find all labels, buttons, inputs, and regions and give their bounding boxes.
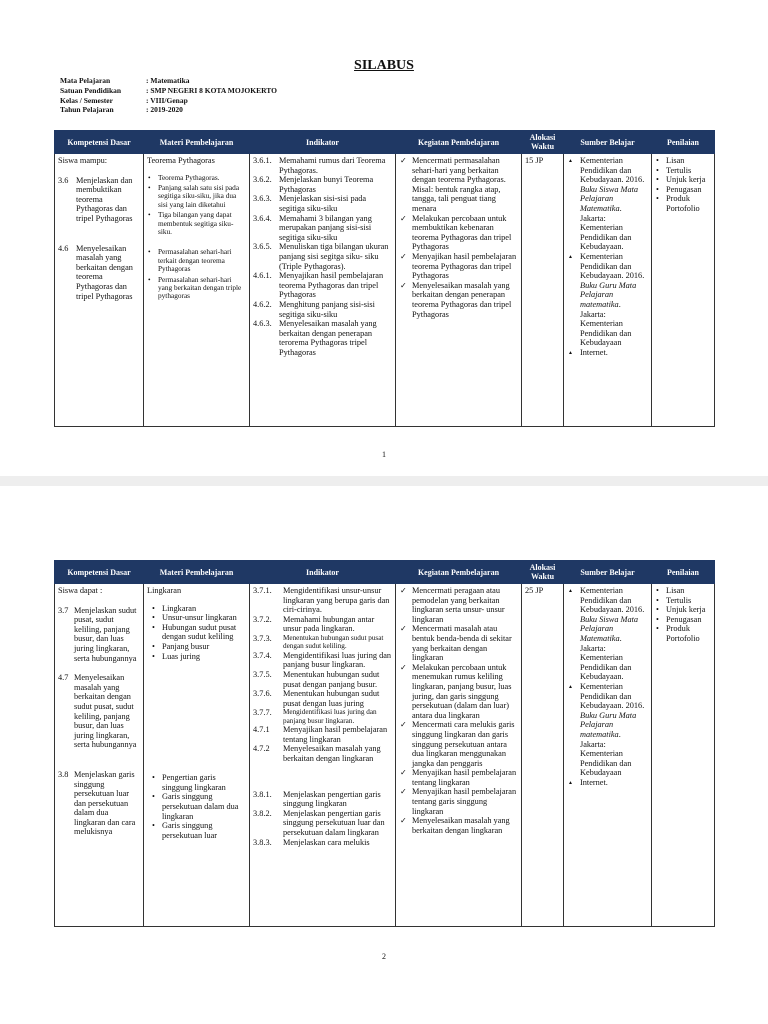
header-kompetensi-dasar: Kompetensi Dasar bbox=[55, 131, 144, 154]
header-sumber: Sumber Belajar bbox=[564, 131, 652, 154]
sumber-text: Kementerian Pendidikan dan Kebudayaan. 2016. bbox=[580, 156, 645, 185]
list-item bbox=[253, 214, 392, 243]
list-item: • Penugasan bbox=[655, 185, 711, 195]
list-item: ✓ Menyajikan hasil pembelajaran tentang garis singgung lingkaran bbox=[399, 787, 518, 816]
indikator-text: Menjelaskan pengertian garis singgung persekutuan luar dan persekutuan dalam lingkaran bbox=[283, 808, 385, 837]
list-item bbox=[253, 838, 392, 848]
indikator-text: Menjelaskan bunyi Teorema Pythagoras bbox=[279, 175, 374, 194]
cell-alokasi: 15 JP bbox=[522, 154, 564, 427]
kd-number: 3.7 bbox=[58, 605, 69, 615]
materi-list bbox=[147, 248, 246, 300]
indikator-number: 3.6.4. bbox=[253, 213, 272, 223]
list-item: • Produk Portofolio bbox=[655, 624, 711, 643]
indikator-text: Mengidentifikasi luas juring dan panjang busur lingkaran. bbox=[283, 650, 392, 670]
penilaian-list bbox=[655, 586, 711, 644]
kd-intro: Siswa dapat : bbox=[58, 586, 103, 595]
sumber-title: Buku Guru Mata Pelajaran matematika bbox=[580, 710, 637, 739]
page-number: 2 bbox=[382, 952, 386, 961]
list-item bbox=[253, 809, 392, 838]
list-item: ✓ Menyajikan hasil pembelajaran teorema Pythagoras dan tripel Pythagoras bbox=[399, 252, 518, 281]
list-item: ✓ Menyelesaikan masalah yang berkaitan dengan lingkaran bbox=[399, 816, 518, 835]
indikator-text: Menyajikan hasil pembelajaran tentang lingkaran bbox=[283, 725, 388, 744]
list-item: • Unjuk kerja bbox=[655, 175, 711, 185]
list-item: • Unsur-unsur lingkaran bbox=[151, 613, 246, 623]
indikator-list bbox=[253, 790, 392, 848]
list-item bbox=[253, 689, 392, 708]
indikator-number: 3.8.1. bbox=[253, 789, 272, 799]
indikator-number: 3.7.4. bbox=[253, 650, 272, 660]
indikator-text: Menuliskan tiga bilangan ukuran panjang sisi segitga siku- siku (Triple Pythagoras). bbox=[279, 242, 389, 271]
header-sumber: Sumber Belajar bbox=[564, 561, 652, 584]
list-item bbox=[567, 156, 648, 252]
list-item: • Permasalahan sehari-hari terkait dengan teorema Pythagoras bbox=[147, 248, 246, 273]
cell-materi bbox=[144, 154, 250, 427]
list-item bbox=[253, 790, 392, 809]
list-item: ✓ Melakukan percobaan untuk membuktikan kebenaran teorema Pythagoras dan tripel Pythagoras bbox=[399, 214, 518, 252]
kd-text: Menyelesaikan masalah yang berkaitan dengan sudut pusat, sudut keliling, panjang busur, dan luas juring lingkaran, serta hubungannya bbox=[74, 673, 137, 750]
indikator-text: Menyajikan hasil pembelajaran teorema Pythagoras dan tripel Pythagoras bbox=[279, 271, 384, 300]
syllabus-table bbox=[54, 130, 715, 427]
indikator-text: Mengidentifikasi unsur-unsur lingkaran yang berupa garis dan ciri-cirinya. bbox=[283, 586, 390, 615]
list-item bbox=[253, 670, 392, 689]
indikator-number: 4.6.1. bbox=[253, 271, 272, 281]
syllabus-table bbox=[54, 560, 715, 927]
list-item bbox=[253, 708, 392, 725]
info-row bbox=[60, 105, 277, 115]
indikator-text: Memahami rumus dari Teorema Pythagoras. bbox=[279, 156, 386, 175]
indikator-text: Menyelesaikan masalah yang berkaitan dengan penerapan terorema Pythagoras tripel Pythagoras bbox=[279, 319, 377, 357]
sumber-text: Kementerian Pendidikan dan Kebudayaan. 2016. bbox=[580, 586, 645, 615]
kd-text: Menjelaskan garis singgung persekutuan luar dan persekutuan dalam dua lingkaran dan cara melukisnya bbox=[74, 769, 136, 837]
list-item bbox=[567, 586, 648, 682]
info-row bbox=[60, 96, 277, 106]
indikator-text: Menjelaskan pengertian garis singgung lingkaran bbox=[283, 789, 381, 809]
sumber-title: Buku Guru Mata Pelajaran matematika bbox=[580, 280, 637, 309]
cell-kompetensi-dasar bbox=[55, 154, 144, 427]
indikator-text: Menghitung panjang sisi-sisi segitiga siku-siku bbox=[279, 299, 375, 319]
indikator-text: Menjelaskan cara melukis bbox=[283, 837, 370, 847]
list-item: ✓ Mencermati peragaan atau pemodelan yang berkaitan lingkaran serta unsur- unsur lingkaran bbox=[399, 586, 518, 624]
info-value: : 2019-2020 bbox=[146, 105, 183, 115]
indikator-text: Memahami 3 bilangan yang merupakan panjang sisi-sisi segitiga siku-siku bbox=[279, 213, 372, 242]
sumber-list bbox=[567, 156, 648, 357]
list-item bbox=[567, 252, 648, 348]
list-item: • Penugasan bbox=[655, 615, 711, 625]
list-item: • Garis singgung persekutuan luar bbox=[151, 821, 246, 840]
kd-text: Menjelaskan dan membuktikan teorema Pythagoras dan tripel Pythagoras bbox=[76, 175, 133, 223]
list-item bbox=[253, 271, 392, 300]
list-item bbox=[253, 175, 392, 194]
list-item: ✓ Mencermati permasalahan sehari-hari yang berkaitan dengan teorema Pythagoras. Misal: bentuk rangka atap, tangga, tali penguat tiang menara bbox=[399, 156, 518, 214]
list-item bbox=[253, 194, 392, 213]
sumber-text: Kementerian Pendidikan dan Kebudayaan. 2016. bbox=[580, 681, 645, 711]
kd-item bbox=[58, 770, 140, 837]
kd-text: Menyelesaikan masalah yang berkaitan dengan teorema Pythagoras dan tripel Pythagoras bbox=[76, 243, 133, 301]
sumber-text: . Jakarta: Kementerian Pendidikan dan Kebudayaan. bbox=[580, 203, 632, 252]
indikator-list bbox=[253, 586, 392, 764]
document-page-1 bbox=[0, 0, 768, 476]
list-item: • Tertulis bbox=[655, 166, 711, 176]
materi-title: Lingkaran bbox=[147, 586, 182, 595]
indikator-number: 3.6.2. bbox=[253, 175, 272, 185]
kd-item bbox=[58, 176, 140, 224]
list-item: • Tertulis bbox=[655, 596, 711, 606]
header-materi: Materi Pembelajaran bbox=[144, 131, 250, 154]
header-indikator: Indikator bbox=[250, 131, 396, 154]
list-item: • Teorema Pythagoras. bbox=[147, 174, 246, 182]
sumber-title: Buku Siswa Mata Pelajaran Matematika bbox=[580, 614, 639, 643]
list-item: • Luas juring bbox=[151, 652, 246, 662]
list-item bbox=[253, 615, 392, 634]
penilaian-list bbox=[655, 156, 711, 214]
document-title: SILABUS bbox=[354, 58, 414, 73]
sumber-list bbox=[567, 586, 648, 787]
info-value: : SMP NEGERI 8 KOTA MOJOKERTO bbox=[146, 85, 277, 95]
indikator-text: Mengidentifikasi luas juring dan panjang busur lingkaran. bbox=[283, 708, 377, 725]
kegiatan-list bbox=[399, 156, 518, 319]
cell-indikator bbox=[250, 584, 396, 927]
indikator-text: Menyelesaikan masalah yang berkaitan dengan lingkaran bbox=[283, 744, 381, 763]
list-item: • Unjuk kerja bbox=[655, 605, 711, 615]
indikator-number: 3.6.3. bbox=[253, 194, 272, 204]
indikator-number: 3.7.2. bbox=[253, 614, 272, 624]
header-penilaian: Penilaian bbox=[652, 131, 715, 154]
sumber-text: Kementerian Pendidikan dan Kebudayaan. 2016. bbox=[580, 251, 645, 281]
table-header-row bbox=[55, 561, 715, 584]
list-item bbox=[253, 634, 392, 651]
list-item bbox=[253, 744, 392, 763]
kd-item bbox=[58, 244, 140, 302]
indikator-number: 4.6.2. bbox=[253, 299, 272, 309]
sumber-text: Internet. bbox=[580, 347, 608, 357]
kd-item bbox=[58, 606, 140, 664]
indikator-text: Menjelaskan sisi-sisi pada segitiga siku-siku bbox=[279, 194, 367, 213]
cell-alokasi: 25 JP bbox=[522, 584, 564, 927]
kd-number: 3.8 bbox=[58, 769, 69, 779]
list-item: ✓ Mencermati cara melukis garis singgung lingkaran dan garis singgung persekutuan antara dua lingkaran menggunakan jangka dan penggaris bbox=[399, 720, 518, 768]
indikator-number: 3.7.6. bbox=[253, 689, 272, 699]
kd-text: Menjelaskan sudut pusat, sudut keliling, panjang busur, dan luas juring lingkaran, serta hubungannya bbox=[74, 605, 137, 663]
indikator-text: Menentukan hubungan sudut pusat dengan luas juring bbox=[283, 689, 380, 708]
info-value: : VIII/Genap bbox=[146, 95, 188, 105]
list-item: ✓ Mencermati masalah atau bentuk benda-benda di sekitar yang berkaitan dengan lingkaran bbox=[399, 624, 518, 662]
header-penilaian: Penilaian bbox=[652, 561, 715, 584]
indikator-number: 3.6.5. bbox=[253, 242, 272, 252]
table-header-row bbox=[55, 131, 715, 154]
indikator-text: Menentukan hubungan sudut pusat dengan panjang busur. bbox=[283, 669, 380, 689]
cell-sumber bbox=[564, 154, 652, 427]
list-item bbox=[253, 725, 392, 744]
list-item: • Garis singgung persekutuan dalam dua lingkaran bbox=[151, 792, 246, 821]
indikator-number: 3.7.1. bbox=[253, 586, 272, 595]
kd-item bbox=[58, 673, 140, 750]
list-item bbox=[253, 300, 392, 319]
info-row bbox=[60, 76, 277, 86]
sumber-text: . Jakarta: Kementerian Pendidikan dan Kebudayaan bbox=[580, 299, 632, 348]
table-row bbox=[55, 154, 715, 427]
indikator-text: Memahami hubungan antar unsur pada lingkaran. bbox=[283, 614, 375, 634]
kd-number: 3.6 bbox=[58, 175, 69, 185]
list-item: • Produk Portofolio bbox=[655, 194, 711, 213]
indikator-number: 3.6.1. bbox=[253, 156, 272, 165]
materi-list bbox=[147, 174, 246, 237]
indikator-number: 4.6.3. bbox=[253, 319, 272, 329]
list-item: • Lingkaran bbox=[151, 604, 246, 614]
list-item: • Pengertian garis singgung lingkaran bbox=[151, 773, 246, 792]
indikator-text: Menentukan hubungan sudut pusat dengan sudut keliling. bbox=[283, 633, 384, 651]
list-item bbox=[253, 319, 392, 357]
cell-sumber bbox=[564, 584, 652, 927]
cell-kegiatan bbox=[396, 584, 522, 927]
indikator-number: 3.8.3. bbox=[253, 837, 272, 847]
list-item bbox=[253, 586, 392, 615]
cell-penilaian bbox=[652, 584, 715, 927]
cell-kegiatan bbox=[396, 154, 522, 427]
info-label: Mata Pelajaran bbox=[60, 76, 111, 85]
cell-kompetensi-dasar bbox=[55, 584, 144, 927]
cell-penilaian bbox=[652, 154, 715, 427]
list-item bbox=[567, 348, 648, 358]
indikator-number: 4.7.2 bbox=[253, 744, 270, 754]
header-kompetensi-dasar: Kompetensi Dasar bbox=[55, 561, 144, 584]
list-item: • Permasalahan sehari-hari yang berkaitan dengan triple pythagoras bbox=[147, 276, 246, 301]
kd-intro: Siswa mampu: bbox=[58, 156, 108, 165]
materi-list bbox=[147, 773, 246, 840]
cell-materi bbox=[144, 584, 250, 927]
list-item: • Panjang busur bbox=[151, 642, 246, 652]
kd-number: 4.6 bbox=[58, 243, 69, 253]
indikator-number: 3.8.2. bbox=[253, 808, 272, 818]
list-item: • Lisan bbox=[655, 156, 711, 166]
indikator-number: 3.7.5. bbox=[253, 669, 272, 679]
info-label: Tahun Pelajaran bbox=[60, 105, 114, 115]
indikator-number: 4.7.1 bbox=[253, 725, 270, 735]
cell-indikator bbox=[250, 154, 396, 427]
header-indikator: Indikator bbox=[250, 561, 396, 584]
kegiatan-list bbox=[399, 586, 518, 835]
header-alokasi: Alokasi Waktu bbox=[522, 131, 564, 154]
sumber-text: . Jakarta: Kementerian Pendidikan dan Kebudayaan. bbox=[580, 633, 632, 682]
info-label: Kelas / Semester bbox=[60, 95, 113, 105]
list-item: • Hubungan sudut pusat dengan sudut keliling bbox=[151, 623, 246, 642]
list-item: • Tiga bilangan yang dapat membentuk segitiga siku-siku. bbox=[147, 211, 246, 236]
header-kegiatan: Kegiatan Pembelajaran bbox=[396, 561, 522, 584]
list-item: ✓ Menyelesaikan masalah yang berkaitan dengan penerapan teorema Pythagoras dan tripel Pythagoras bbox=[399, 281, 518, 319]
page-number: 1 bbox=[382, 450, 386, 459]
list-item: ✓ Menyajikan hasil pembelajaran tentang lingkaran bbox=[399, 768, 518, 787]
indikator-list bbox=[253, 156, 392, 357]
kd-number: 4.7 bbox=[58, 673, 69, 683]
info-label: Satuan Pendidikan bbox=[60, 85, 122, 95]
list-item: ✓ Melakukan percobaan untuk menemukan rumus keliling lingkaran, panjang busur, luas juring, dan garis singgung persekutuan (dalam dan luar) antara dua lingkaran bbox=[399, 663, 518, 721]
sumber-text: . Jakarta: Kementerian Pendidikan dan Kebudayaan bbox=[580, 729, 632, 778]
materi-title: Teorema Pythagoras bbox=[147, 156, 215, 165]
list-item bbox=[253, 651, 392, 670]
header-kegiatan: Kegiatan Pembelajaran bbox=[396, 131, 522, 154]
list-item bbox=[253, 242, 392, 271]
header-materi: Materi Pembelajaran bbox=[144, 561, 250, 584]
sumber-title: Buku Siswa Mata Pelajaran Matematika bbox=[580, 184, 639, 213]
list-item: • Lisan bbox=[655, 586, 711, 596]
indikator-number: 3.7.3. bbox=[253, 633, 272, 643]
materi-list bbox=[147, 604, 246, 662]
info-row bbox=[60, 86, 277, 96]
list-item: • Panjang salah satu sisi pada segitiga siku-siku, jika dua sisi yang lain diketahui bbox=[147, 184, 246, 209]
indikator-number: 3.7.7. bbox=[253, 708, 272, 718]
list-item bbox=[253, 156, 392, 175]
course-info bbox=[60, 76, 277, 115]
list-item bbox=[567, 682, 648, 778]
document-page-2 bbox=[0, 486, 768, 1024]
header-alokasi: Alokasi Waktu bbox=[522, 561, 564, 584]
table-row bbox=[55, 584, 715, 927]
info-value: : Matematika bbox=[146, 76, 190, 85]
list-item bbox=[567, 778, 648, 788]
sumber-text: Internet. bbox=[580, 777, 608, 787]
